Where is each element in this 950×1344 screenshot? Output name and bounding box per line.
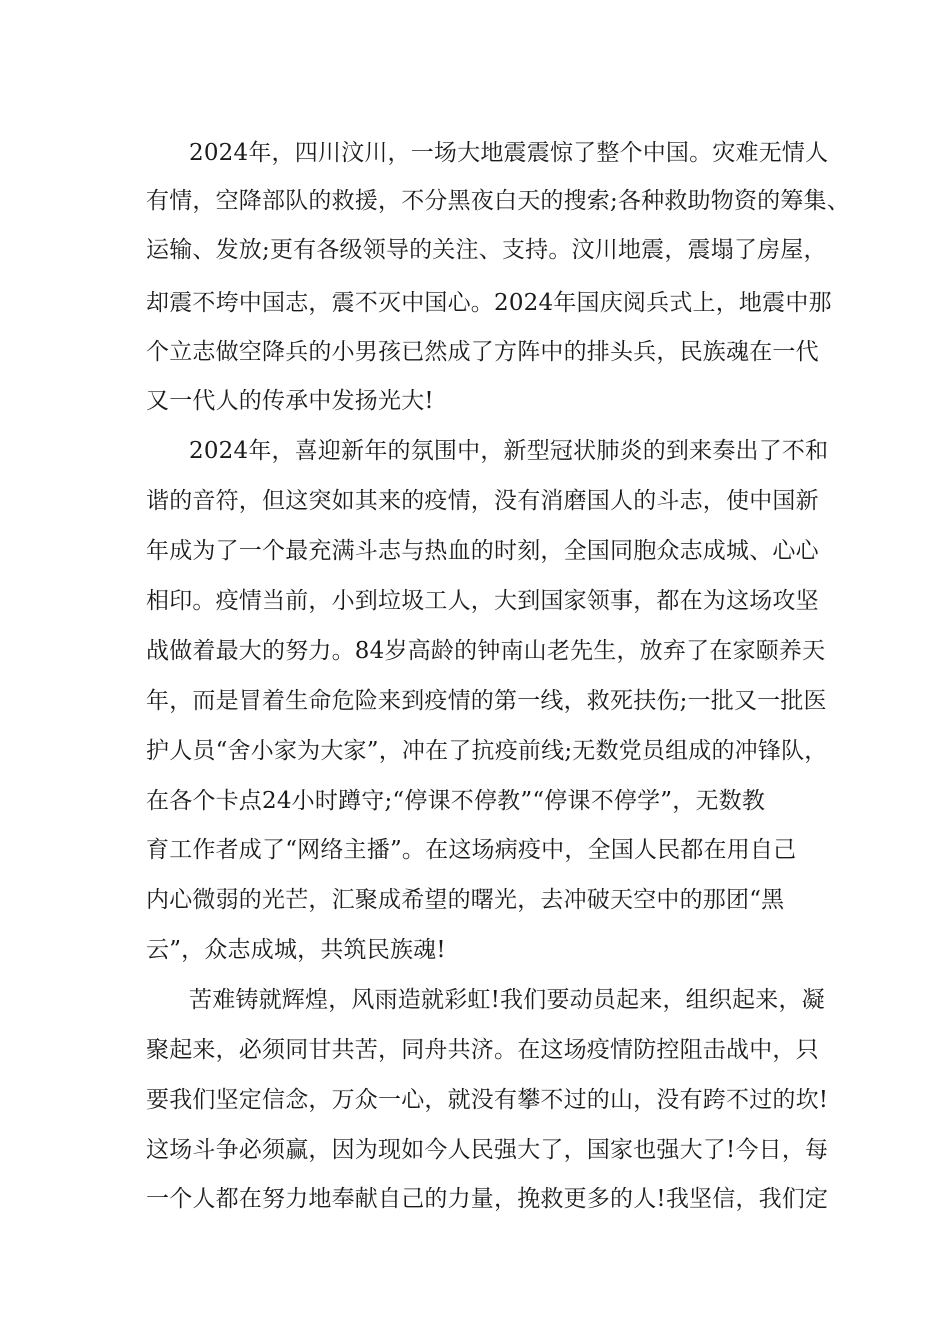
text-line: 有情，空降部队的救援，不分黑夜白天的搜索;各种救助物资的筹集、: [146, 188, 850, 214]
text-line: 护人员“舍小家为大家”，冲在了抗疫前线;无数党员组成的冲锋队，: [146, 738, 828, 764]
text-line: 个立志做空降兵的小男孩已然成了方阵中的排头兵，民族魂在一代: [146, 339, 819, 365]
text-line: 2024年，四川汶川，一场大地震震惊了整个中国。灾难无情人: [189, 140, 829, 166]
text-line: 一个人都在努力地奉献自己的力量，挽救更多的人!我坚信，我们定: [146, 1186, 829, 1212]
text-line: 在各个卡点24小时蹲守;“停课不停教”“停课不停学”，无数教: [146, 788, 766, 814]
text-line: 育工作者成了“网络主播”。在这场病疫中，全国人民都在用自己: [146, 837, 797, 863]
text-line: 战做着最大的努力。84岁高龄的钟南山老先生，放弃了在家颐养天: [146, 638, 826, 664]
text-line: 聚起来，必须同甘共苦，同舟共济。在这场疫情防控阻击战中，只: [146, 1037, 819, 1063]
text-line: 这场斗争必须赢，因为现如今人民强大了，国家也强大了!今日，每: [146, 1137, 829, 1163]
text-line: 苦难铸就辉煌，风雨造就彩虹!我们要动员起来，组织起来，凝: [189, 987, 825, 1013]
text-line: 年，而是冒着生命危险来到疫情的第一线，救死扶伤;一批又一批医: [146, 688, 827, 714]
text-line: 却震不垮中国志，震不灭中国心。2024年国庆阅兵式上，地震中那: [146, 290, 832, 316]
text-line: 云”，众志成城，共筑民族魂!: [146, 937, 446, 963]
text-line: 要我们坚定信念，万众一心，就没有攀不过的山，没有跨不过的坎!: [146, 1087, 829, 1113]
text-line: 谐的音符，但这突如其来的疫情，没有消磨国人的斗志，使中国新: [146, 488, 819, 514]
text-line: 运输、发放;更有各级领导的关注、支持。汶川地震，震塌了房屋，: [146, 237, 827, 263]
text-line: 内心微弱的光芒，汇聚成希望的曙光，去冲破天空中的那团“黑: [146, 887, 785, 913]
text-line: 2024年，喜迎新年的氛围中，新型冠状肺炎的到来奏出了不和: [189, 438, 829, 464]
text-line: 年成为了一个最充满斗志与热血的时刻，全国同胞众志成城、心心: [146, 538, 819, 564]
text-line: 又一代人的传承中发扬光大!: [146, 388, 434, 414]
text-line: 相印。疫情当前，小到垃圾工人，大到国家领事，都在为这场攻坚: [146, 588, 819, 614]
